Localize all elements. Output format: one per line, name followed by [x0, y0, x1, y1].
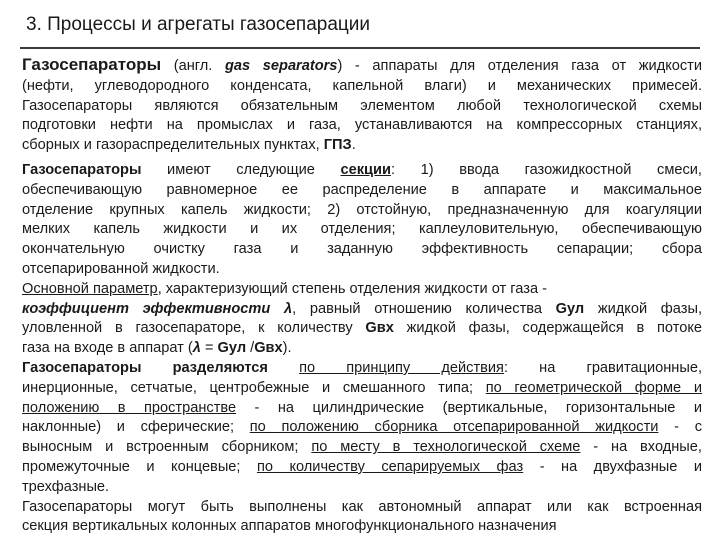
- text-span: - на цилиндрические (вертикальные, горизонтальные и: [236, 399, 703, 416]
- text-line: отделение крупных капель жидкости; 2) отстойную, предназначенную для коагуляции: [22, 201, 702, 218]
- term-underlined: по геометрической форме и: [485, 379, 702, 396]
- text-span: /: [246, 340, 255, 357]
- text-span: выносным и встроенным сборником;: [22, 439, 312, 456]
- text-line: [22, 418, 702, 438]
- text-span: .: [351, 137, 356, 154]
- text-span: промежуточные и концевые;: [22, 458, 257, 475]
- title-divider: [20, 47, 700, 49]
- lambda-symbol: λ: [192, 340, 201, 357]
- symbol-g-ul: Gул: [217, 340, 247, 357]
- text-line: [22, 280, 702, 300]
- symbol-g-vx: Gвх: [254, 340, 283, 357]
- text-line: Газосепараторы являются обязательным элементом любой технологической схемы: [22, 97, 702, 114]
- text-line: трехфазные.: [22, 478, 110, 495]
- text-line: [22, 438, 702, 458]
- text-span: , характеризующий степень отделения жидкости от газа -: [157, 280, 547, 297]
- text-line: окончательную очистку газа и заданную эффективность сепарации; сбора: [22, 241, 702, 258]
- text-line: (нефти, углеводородного конденсата, капельной влаги) и механических примесей.: [22, 77, 702, 94]
- text-span: ) - аппараты для отделения газа от жидкости: [337, 58, 703, 74]
- text-line: [22, 300, 702, 320]
- term-underlined: положению в пространстве: [22, 399, 237, 416]
- text-line: Газосепараторы могут быть выполнены как автономный аппарат или как встроенная: [22, 498, 702, 515]
- lambda-symbol: λ: [283, 300, 293, 317]
- text-span: - с: [658, 419, 702, 436]
- text-span: сборных и газораспределительных пунктах,: [22, 137, 324, 154]
- text-span: - на входные,: [580, 439, 702, 456]
- symbol-g-vx: Gвх: [365, 320, 394, 337]
- term-underlined: по положению сборника отсепарированной жидкости: [249, 419, 659, 436]
- term-english: gas separators: [225, 58, 338, 74]
- term-underlined: по принципу действия: [299, 359, 504, 376]
- text-line: [22, 339, 702, 359]
- text-span: , равный отношению количества: [292, 300, 556, 317]
- text-span: уловленной в газосепараторе, к количеству: [22, 320, 366, 337]
- text-span: (англ.: [161, 58, 226, 74]
- text-span: имеют следующие: [141, 162, 341, 178]
- text-line: [22, 319, 702, 339]
- text-span: : на гравитационные,: [503, 359, 702, 376]
- text-line: мелких капель жидкости и их отделения; каплеуловительную, обеспечивающую: [22, 221, 702, 238]
- abbr-bold: ГПЗ: [323, 137, 352, 154]
- text-span: - на двухфазные и: [523, 458, 702, 475]
- intro-paragraph: [22, 55, 702, 156]
- text-line: подготовки нефти на промыслах и газа, устанавливаются на компрессорных станциях,: [22, 117, 702, 134]
- symbol-g-ul: Gул: [555, 300, 585, 317]
- text-span: ).: [282, 340, 292, 357]
- term-underlined: Основной параметр: [22, 280, 158, 297]
- text-line: отсепарированной жидкости.: [22, 260, 220, 277]
- text-line: [22, 136, 702, 156]
- text-line: [22, 359, 702, 379]
- term-bold: Газосепараторы: [22, 162, 142, 178]
- text-span: инерционные, сетчатые, центробежные и смешанного типа;: [22, 379, 486, 396]
- term-underlined: по количеству сепарируемых фаз: [256, 458, 524, 475]
- text-line: [22, 458, 702, 478]
- text-span: наклонные) и сферические;: [22, 419, 250, 436]
- text-span: =: [200, 340, 218, 357]
- text-span: [268, 360, 299, 376]
- term-bold-italic: коэффициент эффективности: [22, 300, 284, 317]
- term-bold: Газосепараторы разделяются: [22, 359, 268, 376]
- term-underlined: секции: [340, 162, 391, 178]
- text-span: жидкой фазы,: [584, 300, 702, 317]
- text-span: газа на входе в аппарат (: [22, 340, 193, 357]
- slide-title: 3. Процессы и агрегаты газосепарации: [26, 14, 371, 35]
- text-line: секция вертикальных колонных аппаратов многофункционального назначения: [22, 518, 557, 535]
- text-line: [22, 55, 702, 77]
- text-span: : 1) ввода газожидкостной смеси,: [390, 162, 702, 178]
- text-span: жидкой фазы, содержащейся в потоке: [393, 320, 702, 337]
- text-line: [22, 379, 702, 399]
- text-line: [22, 399, 702, 419]
- term-bold: Газосепараторы: [22, 55, 162, 74]
- term-underlined: по месту в технологической схеме: [311, 439, 581, 456]
- main-paragraph: [22, 161, 702, 537]
- text-line: обеспечивающую равномерное ее распределение в аппарате и максимальное: [22, 181, 702, 198]
- text-line: [22, 161, 702, 181]
